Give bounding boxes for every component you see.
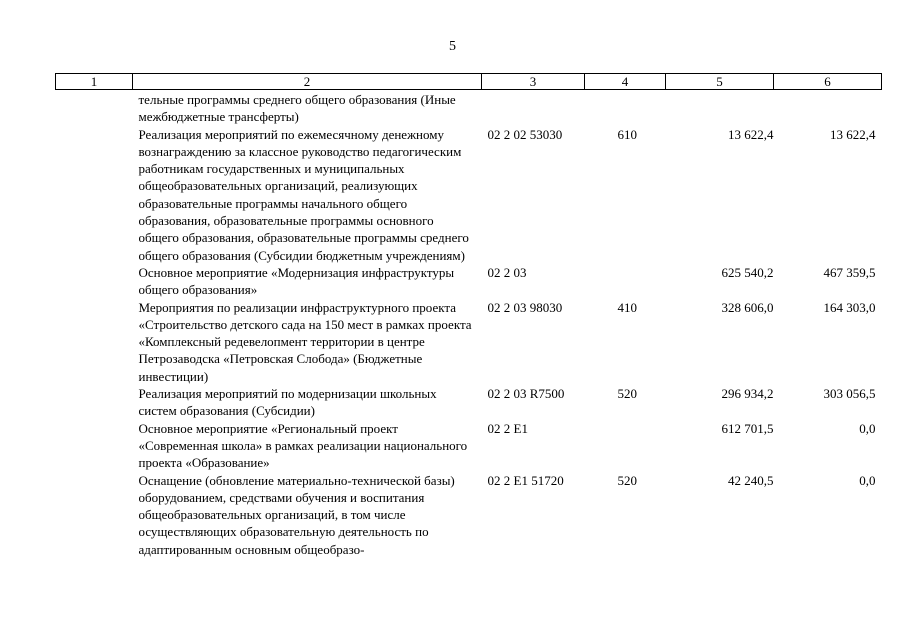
cell-value-5: 42 240,5 [728,472,774,488]
cell-description: Реализация мероприятий по модернизации школьных систем образования (Субсидии) [138,386,437,419]
cell-value-6: 303 056,5 [823,386,876,402]
table-row [56,90,882,126]
header-col-1: 1 [56,74,133,90]
cell-code: 02 2 02 53030 [487,126,563,142]
table-row [56,126,882,264]
cell-col1 [56,385,133,420]
cell-type: 410 [617,299,637,315]
cell-value-5: 625 540,2 [721,264,774,280]
cell-value-6: 164 303,0 [823,299,876,315]
cell-description: Основное мероприятие «Модернизация инфраструктуры общего образования» [138,264,455,298]
cell-code: 02 2 E1 51720 [487,472,564,488]
budget-table [55,73,882,558]
cell-code: 02 2 E1 [487,420,528,436]
cell-col1 [56,264,133,299]
cell-description: Мероприятия по реализации инфраструктурного проекта «Строительство детского сада на 150 мест в рамках проекта «Комплексный редевелопмент территории в центре Петрозаводска «Петровская Слобода» (Бюджетные инвестиции) [138,299,472,384]
table-row [56,472,882,558]
cell-value-6: 0,0 [859,420,876,436]
cell-code: 02 2 03 98030 [487,299,563,315]
cell-code: 02 2 03 [487,264,527,280]
cell-col1 [56,126,133,264]
cell-type: 610 [617,126,637,142]
cell-description: Основное мероприятие «Региональный проект «Современная школа» в рамках реализации национального проекта «Образование» [138,420,468,471]
cell-col1 [56,472,133,558]
cell-description: Оснащение (обновление материально-технической базы) оборудованием, средствами обучения и воспитания общеобразовательных организаций, в том числе осуществляющих образовательную деятельность по адаптированным основным общеобразо- [138,472,455,557]
header-col-5: 5 [666,74,774,90]
cell-value-5 [666,90,774,126]
table-row [56,385,882,420]
cell-col1 [56,420,133,472]
cell-value-5: 328 606,0 [721,299,774,315]
table-row [56,299,882,385]
cell-value-5: 612 701,5 [721,420,774,436]
page-number: 5 [449,39,456,54]
header-col-4: 4 [585,74,666,90]
cell-value-6: 467 359,5 [823,264,876,280]
table-row [56,264,882,299]
cell-type [585,420,666,472]
cell-code [482,90,585,126]
header-col-3: 3 [482,74,585,90]
cell-value-5: 13 622,4 [728,126,774,142]
cell-type [585,90,666,126]
header-col-2: 2 [133,74,482,90]
cell-code: 02 2 03 R7500 [487,386,565,402]
cell-description: Реализация мероприятий по ежемесячному денежному вознаграждению за классное руководство педагогическим работникам государственных и муниципальных общеобразовательных организаций, реализующих образовательные программы начального общего образования, образовательные программы основного общего образования, образовательные программы среднего общего образования (Субсидии бюджетным учреждениям) [138,126,469,263]
header-col-6: 6 [774,74,882,90]
cell-description: тельные программы среднего общего образования (Иные межбюджетные трансферты) [138,92,456,125]
cell-col1 [56,299,133,385]
cell-type: 520 [617,386,637,402]
cell-type [585,264,666,299]
cell-value-5: 296 934,2 [721,386,774,402]
cell-type: 520 [617,472,637,488]
cell-col1 [56,90,133,126]
cell-value-6 [774,90,882,126]
cell-value-6: 0,0 [859,472,876,488]
table-row [56,420,882,472]
cell-value-6: 13 622,4 [830,126,876,142]
table-header-row [56,74,882,90]
